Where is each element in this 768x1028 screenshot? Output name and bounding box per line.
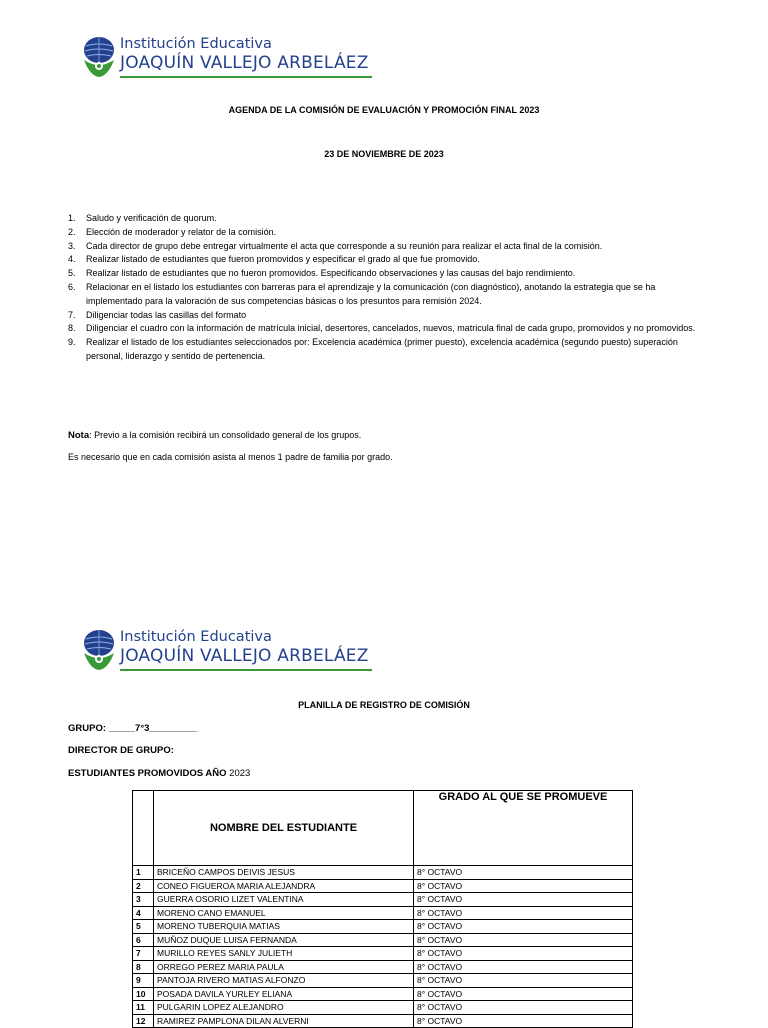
table-row [133, 893, 633, 907]
student-grade: 8° OCTAVO [414, 947, 633, 961]
globe-logo-icon [82, 36, 116, 78]
table-row [133, 960, 633, 974]
planilla-title: PLANILLA DE REGISTRO DE COMISIÓN [298, 700, 470, 710]
header-name: NOMBRE DEL ESTUDIANTE [154, 791, 414, 866]
agenda-item [68, 212, 708, 226]
agenda-item-text: Diligenciar todas las casillas del formato [86, 309, 247, 320]
table-header-row [133, 791, 633, 866]
promovidos-year: 2023 [229, 768, 251, 779]
note-paragraph [68, 430, 361, 441]
row-number: 11 [133, 1001, 154, 1015]
student-name: PANTOJA RIVERO MATIAS ALFONZO [154, 974, 414, 988]
agenda-item-text: Realizar listado de estudiantes que no fueron promovidos. Especificando observaciones y las causas del bajo rendimiento. [86, 268, 576, 279]
student-name: MORENO TUBERQUIA MATIAS [154, 920, 414, 934]
student-grade: 8° OCTAVO [414, 906, 633, 920]
note-2: Es necesario que en cada comisión asista al menos 1 padre de familia por grado. [68, 452, 393, 462]
logo-underline [120, 76, 372, 78]
logo-line-2: JOAQUÍN VALLEJO ARBELÁEZ [120, 646, 369, 666]
table-row [133, 933, 633, 947]
student-grade: 8° OCTAVO [414, 1014, 633, 1028]
agenda-item-number: 3. [68, 240, 76, 251]
row-number: 3 [133, 893, 154, 907]
agenda-date: 23 DE NOVIEMBRE DE 2023 [324, 149, 444, 159]
agenda-item [68, 253, 708, 267]
agenda-item [68, 336, 708, 364]
table-row [133, 1014, 633, 1028]
student-name: MUÑOZ DUQUE LUISA FERNANDA [154, 933, 414, 947]
agenda-item [68, 240, 708, 254]
agenda-list [68, 212, 708, 364]
agenda-item-number: 1. [68, 213, 76, 223]
header-grade: GRADO AL QUE SE PROMUEVE [414, 791, 633, 866]
promovidos-heading [68, 768, 250, 779]
row-number: 6 [133, 933, 154, 947]
agenda-item [68, 309, 708, 323]
table-row [133, 920, 633, 934]
student-name: POSADA DAVILA YURLEY ELIANA [154, 987, 414, 1001]
director-line: DIRECTOR DE GRUPO: [68, 745, 174, 756]
globe-logo-icon [82, 629, 116, 671]
row-number: 10 [133, 987, 154, 1001]
student-name: ORREGO PEREZ MARIA PAULA [154, 960, 414, 974]
agenda-item-number: 2. [68, 226, 76, 237]
note-label: Nota [68, 430, 90, 441]
row-number: 12 [133, 1014, 154, 1028]
note-text: : Previo a la comisión recibirá un consolidado general de los grupos. [89, 430, 362, 440]
student-grade: 8° OCTAVO [414, 866, 633, 880]
table-row [133, 906, 633, 920]
student-name: PULGARIN LOPEZ ALEJANDRO [154, 1001, 414, 1015]
logo-underline [120, 669, 372, 671]
student-grade: 8° OCTAVO [414, 987, 633, 1001]
table-row [133, 866, 633, 880]
agenda-item-text: Diligenciar el cuadro con la información de matrícula inicial, desertores, cancelados, nuevos, matricula final de cada grupo, promovidos y no promovidos. [86, 323, 696, 334]
agenda-item [68, 281, 708, 309]
table-row [133, 1001, 633, 1015]
student-name: MURILLO REYES SANLY JULIETH [154, 947, 414, 961]
row-number: 5 [133, 920, 154, 934]
agenda-item-text: Realizar el listado de los estudiantes seleccionados por: Excelencia académica (primer puesto), excelencia académica (segundo puesto) superación personal, liderazgo y sentido de pertenencia. [86, 337, 678, 361]
student-grade: 8° OCTAVO [414, 893, 633, 907]
institution-logo-2 [82, 629, 382, 675]
student-grade: 8° OCTAVO [414, 1001, 633, 1015]
student-name: GUERRA OSORIO LIZET VALENTINA [154, 893, 414, 907]
logo-line-1: Institución Educativa [120, 629, 272, 645]
table-row [133, 987, 633, 1001]
agenda-item-number: 8. [68, 323, 76, 334]
student-grade: 8° OCTAVO [414, 933, 633, 947]
student-name: BRICEÑO CAMPOS DEIVIS JESUS [154, 866, 414, 880]
row-number: 7 [133, 947, 154, 961]
logo-line-2: JOAQUÍN VALLEJO ARBELÁEZ [120, 53, 369, 73]
agenda-item-number: 4. [68, 254, 76, 265]
table-row [133, 947, 633, 961]
agenda-item [68, 267, 708, 281]
student-grade: 8° OCTAVO [414, 920, 633, 934]
students-table [132, 790, 633, 1028]
agenda-item-text: Realizar listado de estudiantes que fueron promovidos y especificar el grado al que fue promovido. [86, 254, 480, 265]
grupo-line: GRUPO: _____7°3_________ [68, 723, 197, 734]
header-number-cell [133, 791, 154, 866]
row-number: 9 [133, 974, 154, 988]
agenda-item-number: 7. [68, 309, 76, 320]
row-number: 8 [133, 960, 154, 974]
agenda-item-text: Cada director de grupo debe entregar virtualmente el acta que corresponde a su reunión para realizar el acta final de la comisión. [86, 240, 603, 251]
agenda-item [68, 226, 708, 240]
logo-line-1: Institución Educativa [120, 36, 272, 52]
student-grade: 8° OCTAVO [414, 879, 633, 893]
agenda-item-number: 6. [68, 281, 76, 292]
row-number: 4 [133, 906, 154, 920]
student-name: CONEO FIGUEROA MARIA ALEJANDRA [154, 879, 414, 893]
promovidos-label: ESTUDIANTES PROMOVIDOS AÑO [68, 768, 227, 779]
student-grade: 8° OCTAVO [414, 974, 633, 988]
agenda-item-text: Elección de moderador y relator de la comisión. [86, 226, 277, 237]
student-grade: 8° OCTAVO [414, 960, 633, 974]
agenda-item-number: 9. [68, 337, 76, 348]
agenda-item-text: Relacionar en el listado los estudiantes con barreras para el aprendizaje y la comunicación (con diagnóstico), anotando la estrategia que se ha implementado para la valoración de sus competencias básicas o los presuntos para remisión 2024. [86, 281, 656, 306]
institution-logo [82, 36, 382, 82]
agenda-item-text: Saludo y verificación de quorum. [86, 213, 217, 223]
student-name: MORENO CANO EMANUEL [154, 906, 414, 920]
table-row [133, 879, 633, 893]
agenda-title: AGENDA DE LA COMISIÓN DE EVALUACIÓN Y PROMOCIÓN FINAL 2023 [228, 105, 540, 115]
row-number: 1 [133, 866, 154, 880]
agenda-item [68, 322, 708, 336]
agenda-item-number: 5. [68, 268, 76, 279]
table-row [133, 974, 633, 988]
row-number: 2 [133, 879, 154, 893]
student-name: RAMIREZ PAMPLONA DILAN ALVERNI [154, 1014, 414, 1028]
